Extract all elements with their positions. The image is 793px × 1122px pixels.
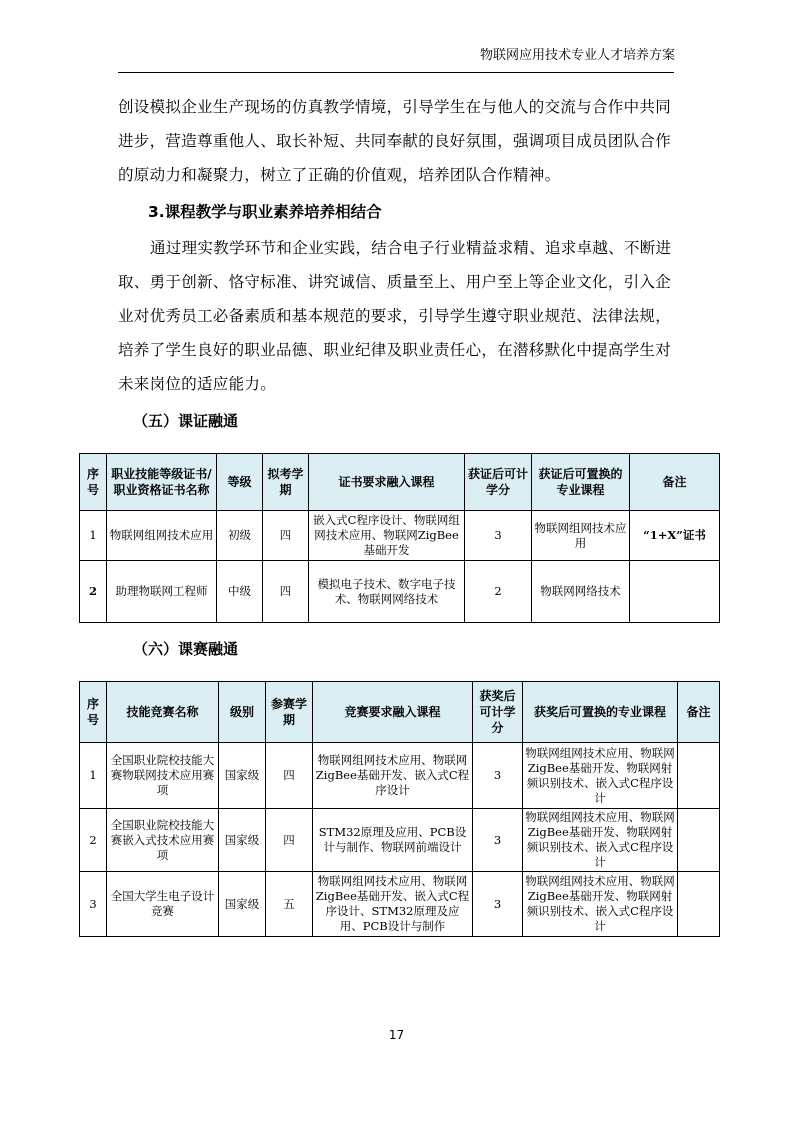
table-cell: 物联网组网技术应用、物联网ZigBee基础开发、嵌入式C程序设计 [313,743,473,809]
table-row [80,743,720,809]
table-cell: 2 [80,809,107,872]
table-cell: 2 [80,561,107,623]
table-cell: 中级 [217,561,263,623]
header-cell: 等级 [217,454,263,511]
competition-table [79,681,720,937]
table-cell: 3 [465,511,532,561]
header-cell: 证书要求融入课程 [309,454,465,511]
header-cell: 获证后可计学分 [465,454,532,511]
table-cell: 四 [263,561,309,623]
section-3-body: 通过理实教学环节和企业实践，结合电子行业精益求精、追求卓越、不断进取、勇于创新、恪守标准、讲究诚信、质量至上、用户至上等企业文化，引入企业对优秀员工必备素质和基本规范的要求，引导学生遵守职业规范、法律法规，培养了学生良好的职业品德、职业纪律及职业责任心，在潜移默化中提高学生对未来岗位的适应能力。 [118,239,672,393]
table-cell: 3 [473,743,523,809]
header-cell: 获奖后可计学分 [473,682,523,743]
header-cell: 竞赛要求融入课程 [313,682,473,743]
table-cell: 四 [266,743,313,809]
table-cell: 四 [263,511,309,561]
table-cell: 物联网组网技术应用 [107,511,217,561]
table-cell [678,743,720,809]
table-cell: 初级 [217,511,263,561]
table-cell: “1+X”证书 [630,511,720,561]
table-row [80,561,720,623]
table-cell: 2 [465,561,532,623]
table-cell: 物联网组网技术应用、物联网ZigBee基础开发、物联网射频识别技术、嵌入式C程序设计 [523,872,678,937]
paragraph-team: 创设模拟企业生产现场的仿真教学情境，引导学生在与他人的交流与合作中共同进步，营造尊重他人、取长补短、共同奉献的良好氛围，强调项目成员团队合作的原动力和凝聚力，树立了正确的价值观，培养团队合作精神。 [118,98,672,184]
table-cell: 3 [80,872,107,937]
table-row [80,511,720,561]
header-cell: 拟考学期 [263,454,309,511]
competition-table-header [80,682,720,743]
table-row [80,809,720,872]
table-cell: 全国职业院校技能大赛嵌入式技术应用赛项 [107,809,219,872]
table-cell: 国家级 [219,872,266,937]
table-cell: 1 [80,511,107,561]
table-cell: 3 [473,809,523,872]
table-cell: 物联网组网技术应用 [532,511,630,561]
header-cell: 序号 [80,454,107,511]
header-cell: 备注 [678,682,720,743]
header-cell: 序号 [80,682,107,743]
header-cell: 备注 [630,454,720,511]
header-cell: 级别 [219,682,266,743]
table-cell: 五 [266,872,313,937]
table-cell: 助理物联网工程师 [107,561,217,623]
table-cell: 物联网组网技术应用、物联网ZigBee基础开发、物联网射频识别技术、嵌入式C程序设计 [523,809,678,872]
table-cell: 国家级 [219,809,266,872]
comp-section-title: （六）课赛融通 [133,640,239,658]
table-cell: 四 [266,809,313,872]
table-cell: 物联网组网技术应用、物联网ZigBee基础开发、嵌入式C程序设计、STM32原理及应用、PCB设计与制作 [313,872,473,937]
table-cell: 嵌入式C程序设计、物联网组网技术应用、物联网ZigBee基础开发 [309,511,465,561]
header-rule [118,72,674,73]
table-cell: 全国职业院校技能大赛物联网技术应用赛项 [107,743,219,809]
table-cell: 1 [80,743,107,809]
table-cell: 模拟电子技术、数字电子技术、物联网网络技术 [309,561,465,623]
table-cell: 全国大学生电子设计竞赛 [107,872,219,937]
table-cell [678,872,720,937]
section-3-heading: 3.课程教学与职业素养培养相结合 [148,203,382,221]
header-cell: 技能竞赛名称 [107,682,219,743]
header-cell: 获奖后可置换的专业课程 [523,682,678,743]
cert-table [79,453,720,623]
table-cell [630,561,720,623]
table-cell: 国家级 [219,743,266,809]
table-cell: 物联网网络技术 [532,561,630,623]
table-cell [678,809,720,872]
table-cell: STM32原理及应用、PCB设计与制作、物联网前端设计 [313,809,473,872]
cert-table-header [80,454,720,511]
running-header: 物联网应用技术专业人才培养方案 [479,48,675,63]
table-row [80,872,720,937]
header-cell: 获证后可置换的专业课程 [532,454,630,511]
page-number: 17 [388,1028,405,1042]
cert-section-title: （五）课证融通 [133,412,239,430]
header-cell: 职业技能等级证书/职业资格证书名称 [107,454,217,511]
header-cell: 参赛学期 [266,682,313,743]
table-cell: 物联网组网技术应用、物联网ZigBee基础开发、物联网射频识别技术、嵌入式C程序设计 [523,743,678,809]
table-cell: 3 [473,872,523,937]
